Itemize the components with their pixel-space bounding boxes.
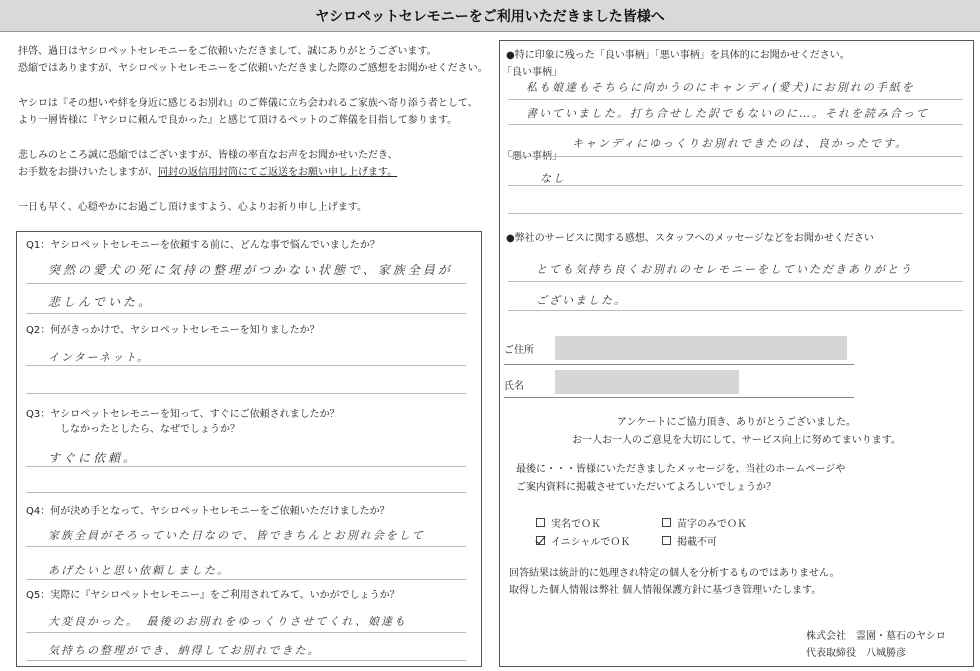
rule	[26, 466, 466, 467]
q2-label: Q2：何がきっかけで、ヤシロペットセレモニーを知りましたか？	[26, 325, 320, 336]
permission-question-1: 最後に・・・皆様にいただきましたメッセージを、当社のホームページや	[516, 464, 846, 475]
impression-heading: ●特に印象に残った「良い事柄」「悪い事柄」を具体的にお聞かせください。	[506, 50, 850, 61]
good-answer-line-3: キャンディにゆっくりお別れできたのは、良かったです。	[572, 137, 909, 150]
name-label: 氏名	[504, 381, 524, 392]
intro-line-6	[18, 164, 397, 181]
intro-line-4: より一層皆様に『ヤシロに頼んで良かった』と感じて頂けるペットのご葬儀を目指して参ります。	[18, 115, 458, 126]
option-initials[interactable]	[536, 533, 630, 548]
intro-line-1: 拝啓、過日はヤシロペットセレモニーをご依頼いただきまして、誠にありがとうございます。	[18, 46, 437, 57]
privacy-note-2: 取得した個人情報は弊社 個人情報保護方針に基づき管理いたします。	[509, 585, 822, 596]
bad-answer-line-1: なし	[540, 172, 566, 185]
company-name: 株式会社 霊園・墓石のヤシロ	[806, 631, 946, 642]
rule	[26, 660, 466, 661]
option-initials-label: イニシャルでＯＫ	[551, 537, 631, 548]
address-label: ご住所	[504, 345, 534, 356]
address-redacted	[555, 336, 847, 360]
rule	[26, 632, 466, 633]
message-answer-line-1: とても気持ち良くお別れのセレモニーをしていただきありがとう	[536, 263, 913, 276]
thanks-line-2: お一人お一人のご意見を大切にして、サービス向上に努めてまいります。	[572, 435, 901, 446]
good-label: 「良い事柄」	[502, 67, 562, 78]
permission-question-2: ご案内資料に掲載させていただいてよろしいでしょうか？	[516, 482, 776, 493]
page-title: ヤシロペットセレモニーをご利用いただきました皆様へ	[0, 0, 980, 32]
rule	[26, 365, 466, 366]
rule	[508, 99, 963, 100]
option-real-name-label: 実名でＯＫ	[551, 519, 601, 530]
q5-label: Q5：実際に『ヤシロペットセレモニー』をご利用されてみて、いかがでしょうか？	[26, 590, 400, 601]
message-heading: ●弊社のサービスに関する感想、スタッフへのメッセージなどをお聞かせください	[506, 233, 874, 244]
rule	[508, 213, 963, 214]
privacy-note-1: 回答結果は統計的に処理され特定の個人を分析するものではありません。	[509, 568, 840, 579]
rule	[504, 397, 854, 398]
representative-name: 代表取締役 八城勝彦	[806, 648, 906, 659]
good-answer-line-1: 私も娘達もそちらに向かうのにキャンディ(愛犬)にお別れの手紙を	[526, 81, 915, 94]
checkbox-real-name[interactable]	[536, 518, 545, 527]
rule	[508, 281, 963, 282]
rule	[504, 364, 854, 365]
q3-sub-label: しなかったとしたら、なぜでしょうか？	[60, 424, 240, 435]
option-no-publish-label: 掲載不可	[677, 537, 717, 548]
checkbox-surname-only[interactable]	[662, 518, 671, 527]
q3-answer-line-1: すぐに依頼。	[48, 451, 139, 465]
q3-label: Q3：ヤシロペットセレモニーを知って、すぐにご依頼されましたか？	[26, 409, 340, 420]
q1-answer-line-1: 突然の愛犬の死に気持の整理がつかない状態で、家族全員が	[48, 263, 453, 277]
message-answer-line-2: ございました。	[536, 294, 627, 307]
intro-line-3: ヤシロは『その想いや絆を身近に感じるお別れ』のご葬儀に立ち会われるご家族へ寄り添う者として、	[18, 98, 478, 109]
rule	[508, 156, 963, 157]
rule	[26, 283, 466, 284]
intro-line-2: 恐縮ではありますが、ヤシロペットセレモニーをご依頼いただきました際のご感想をお聞かせください。	[18, 63, 488, 74]
rule	[26, 546, 466, 547]
q4-answer-line-2: あげたいと思い依頼しました。	[48, 564, 230, 577]
rule	[26, 579, 466, 580]
q4-label: Q4：何が決め手となって、ヤシロペットセレモニーをご依頼いただけましたか？	[26, 506, 390, 517]
checkbox-initials-checked[interactable]	[536, 536, 545, 545]
intro-line-7: 一日も早く、心穏やかにお過ごし頂けますよう、心よりお祈り申し上げます。	[18, 202, 367, 213]
bad-label: 「悪い事柄」	[502, 151, 562, 162]
rule	[508, 185, 963, 186]
q1-label: Q1：ヤシロペットセレモニーを依頼する前に、どんな事で悩んでいましたか？	[26, 240, 380, 251]
rule	[26, 313, 466, 314]
option-surname-only[interactable]	[662, 515, 747, 530]
q5-answer-line-1: 大変良かった。 最後のお別れをゆっくりさせてくれ、娘達も	[48, 615, 408, 628]
q1-answer-line-2: 悲しんでいた。	[48, 295, 154, 309]
good-answer-line-2: 書いていました。打ち合せした訳でもないのに…。それを読み合って	[526, 107, 929, 120]
intro-line-6-pre: お手数をお掛けいたしますが、	[18, 167, 158, 178]
thanks-line-1: アンケートにご協力頂き、ありがとうございました。	[617, 417, 856, 428]
rule	[26, 492, 466, 493]
name-redacted	[555, 370, 739, 394]
rule	[26, 393, 466, 394]
q4-answer-line-1: 家族全員がそろっていた日なので、皆できちんとお別れ会をして	[48, 529, 425, 542]
option-surname-only-label: 苗字のみでＯＫ	[677, 519, 747, 530]
rule	[508, 310, 963, 311]
intro-line-5: 悲しみのところ誠に恐縮ではございますが、皆様の率直なお声をお聞かせいただき、	[18, 150, 398, 161]
rule	[508, 124, 963, 125]
q2-answer-line-1: インターネット。	[48, 351, 151, 364]
option-real-name[interactable]	[536, 515, 601, 530]
q5-answer-line-2: 気持ちの整理ができ、納得してお別れできた。	[48, 644, 321, 657]
intro-line-6-underlined: 同封の返信用封筒にてご返送をお願い申し上げます。	[158, 167, 398, 178]
option-no-publish[interactable]	[662, 533, 717, 548]
checkbox-no-publish[interactable]	[662, 536, 671, 545]
